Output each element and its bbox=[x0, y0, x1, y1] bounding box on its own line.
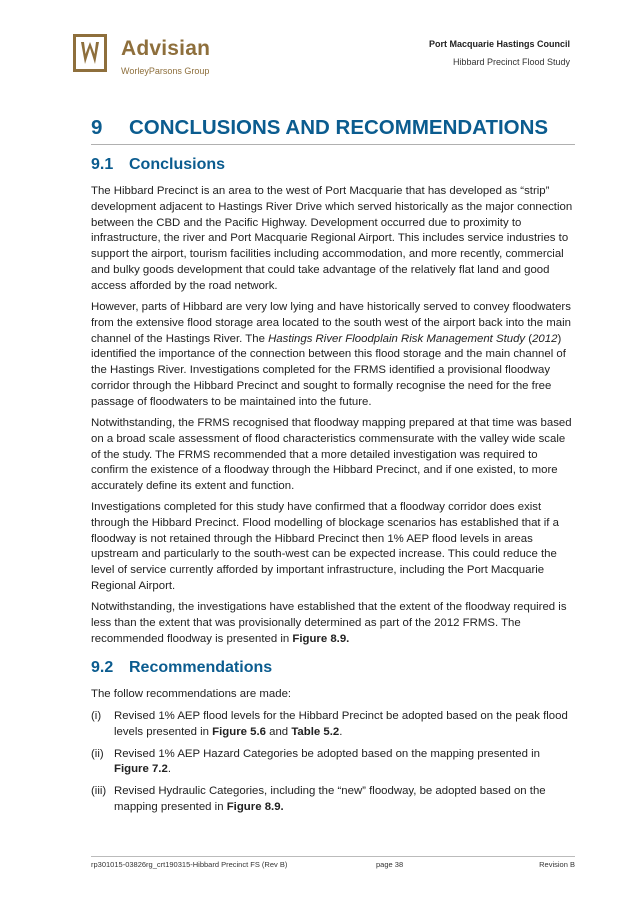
conclusions-paragraph-1 bbox=[91, 184, 575, 295]
client-name: Port Macquarie Hastings Council bbox=[428, 39, 570, 49]
recommendations-title: Recommendations bbox=[129, 659, 273, 676]
text-run: However, parts of Hibbard are very low lying and have historically served to convey floodwaters from the extensive flood storage area located to the south west of the airport back into the main channel of the Hastings River. The bbox=[91, 301, 571, 345]
page-number: page 38 bbox=[376, 860, 404, 869]
section-title: CONCLUSIONS AND RECOMMENDATIONS bbox=[129, 116, 549, 139]
paragraph-text bbox=[91, 600, 575, 647]
section-number: 9 bbox=[91, 116, 103, 139]
section-heading bbox=[91, 116, 575, 145]
figure-reference: Figure 7.2 bbox=[114, 763, 168, 776]
conclusions-heading bbox=[91, 156, 225, 174]
paragraph-text: The follow recommendations are made: bbox=[91, 688, 292, 700]
conclusions-paragraph-4 bbox=[91, 500, 575, 595]
conclusions-number: 9.1 bbox=[91, 156, 114, 173]
paragraph-text: Notwithstanding, the FRMS recognised that floodway mapping prepared at that time was based on a broad scale assessment of flood characteristics commensurate with the valley wide scale of the study. The FRMS recommended that a more detailed investigation was required to confirm the existence of a floodway through the Hibbard Precinct, and if one existed, to more accurately define its extent and function. bbox=[91, 417, 572, 493]
text-run: . bbox=[167, 763, 171, 776]
conclusions-title: Conclusions bbox=[129, 156, 226, 173]
text-run: Revised 1% AEP flood levels for the Hibbard Precinct be adopted based on the peak flood levels presented in bbox=[114, 710, 568, 738]
recommendations-number: 9.2 bbox=[91, 659, 114, 676]
recommendations-intro bbox=[91, 687, 575, 703]
recommendations-list bbox=[91, 709, 575, 822]
text-run: Notwithstanding, the investigations have established that the extent of the floodway required is less than the extent that was provisionally determined as part of the 2012 FRMS. The recommended floodway is presented in bbox=[91, 601, 567, 645]
paragraph-text: Investigations completed for this study have confirmed that a floodway corridor does exist through the Hibbard Precinct. Flood modelling of blockage scenarios has established that if a floodway is not retained through the Hibbard Precinct then 1% AEP flood levels in areas upstream and particularly to the south-west can be expected increase. This could reduce the level of service currently afforded by important infrastructure, including the Port Macquarie Regional Airport. bbox=[91, 501, 559, 592]
document-reference: rp301015-03826rg_crt190315-Hibbard Precinct FS (Rev B) bbox=[91, 860, 288, 869]
conclusions-paragraph-5 bbox=[91, 600, 575, 647]
figure-reference: Figure 8.9. bbox=[226, 800, 284, 813]
list-item bbox=[91, 709, 575, 741]
list-item bbox=[91, 784, 575, 816]
text-run: and bbox=[265, 725, 292, 738]
document-header bbox=[429, 39, 570, 67]
conclusions-paragraph-2 bbox=[91, 300, 575, 411]
logo-subtitle: WorleyParsons Group bbox=[121, 66, 210, 76]
paragraph-text: The Hibbard Precinct is an area to the west of Port Macquarie that has developed as “strip” development adjacent to Hastings River Drive which served historically as the major connection between the CBD and the Pacific Highway. Development occurred due to proximity to infrastructure, the river and Port Macquarie Regional Airport. This includes service industries to support the airport, tourism facilities including accommodation, and more recently, commercial and bulky goods development that could take advantage of the relatively flat land and good access afforded by the road network. bbox=[91, 185, 573, 292]
revision-label: Revision B bbox=[539, 860, 575, 869]
advisian-logo bbox=[73, 34, 211, 80]
list-item-number: (i) bbox=[91, 710, 102, 722]
recommendations-heading bbox=[91, 659, 272, 677]
table-reference: Table 5.2 bbox=[291, 725, 340, 738]
text-run: ( bbox=[525, 332, 533, 345]
figure-reference: Figure 5.6 bbox=[212, 725, 266, 738]
conclusions-paragraph-3 bbox=[91, 416, 575, 495]
study-name: Hibbard Precinct Flood Study bbox=[452, 57, 570, 67]
text-run: Revised Hydraulic Categories, including the “new” floodway, be adopted based on the mapping presented in bbox=[114, 785, 546, 813]
text-run: ) identified the importance of the connection between this flood storage and the main channel of the Hastings River. Investigations completed for the FRMS identified a provisional floodway corridor through the Hibbard Precinct and sought to formally recognise the need for the free passage of floodwaters to be maintained into the future. bbox=[91, 332, 566, 408]
study-title-italic: Hastings River Floodplain Risk Management Study bbox=[268, 332, 526, 345]
list-item bbox=[91, 747, 575, 779]
list-item-number: (ii) bbox=[91, 747, 104, 760]
logo-name: Advisian bbox=[121, 37, 211, 60]
text-run: Revised 1% AEP Hazard Categories be adopted based on the mapping presented in bbox=[114, 747, 540, 760]
study-year-italic: 2012 bbox=[532, 332, 558, 345]
document-footer bbox=[91, 856, 575, 869]
list-item-number: (iii) bbox=[91, 785, 107, 798]
paragraph-text bbox=[91, 300, 575, 411]
text-run: . bbox=[339, 725, 343, 738]
figure-reference: Figure 8.9. bbox=[292, 632, 350, 645]
advisian-emblem-icon bbox=[73, 34, 107, 72]
